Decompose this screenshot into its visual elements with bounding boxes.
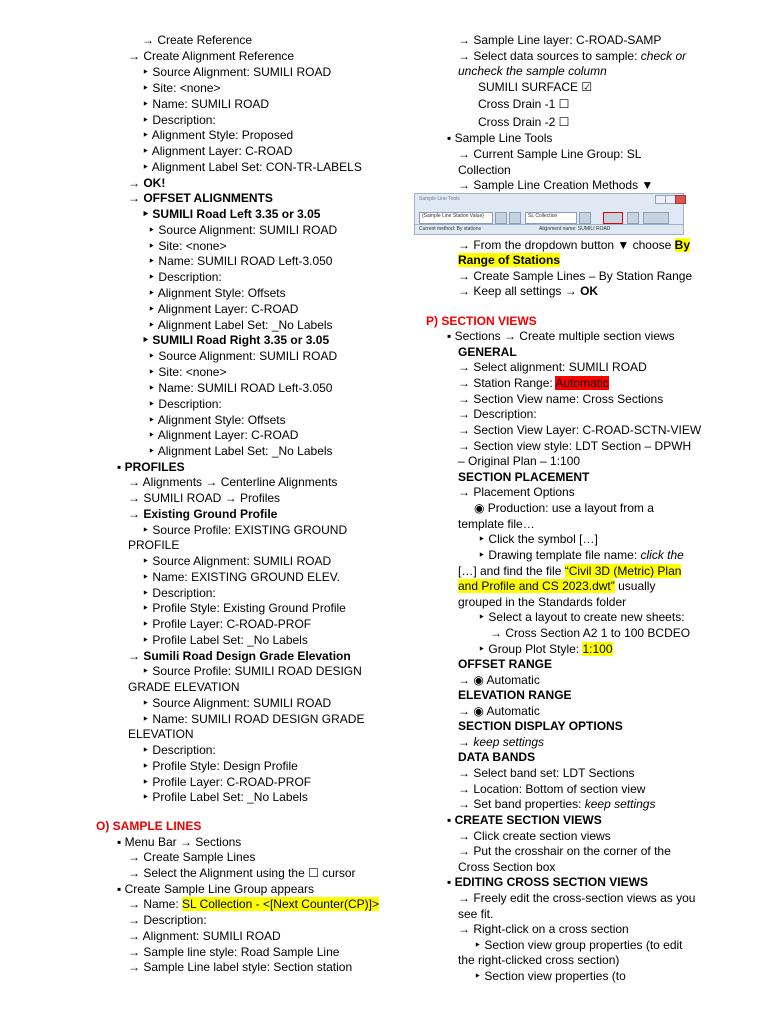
text-line (148, 223, 337, 238)
text-line (142, 333, 329, 348)
sample-line-group-dropdown[interactable]: SL Collection (525, 212, 577, 224)
text-line (458, 269, 692, 284)
line-text: → Alignment: SUMILI ROAD (128, 929, 281, 943)
text-line (128, 866, 356, 881)
line-text: ‣ Section view group properties (to edit (474, 938, 683, 952)
line-text: → Put the crosshair on the corner of the (458, 844, 671, 858)
text-line (142, 554, 331, 569)
text-line (128, 507, 277, 522)
text-line (458, 766, 635, 781)
text-line (148, 239, 226, 254)
line-text: Cross Drain -1 ☐ (478, 97, 570, 111)
select-icon[interactable] (627, 212, 639, 224)
line-text: → OK! (128, 176, 166, 190)
line-text: GRADE ELEVATION (128, 680, 240, 694)
text-line (458, 564, 681, 579)
line-text: → Sumili Road Design Grade Elevation (128, 649, 351, 663)
line-text: ‣ Description: (142, 743, 216, 757)
text-line (458, 844, 671, 859)
line-emphasis: OK (580, 284, 599, 298)
edit-icon[interactable] (643, 212, 669, 224)
line-emphasis: By (674, 238, 690, 252)
text-line (458, 953, 619, 968)
line-text: ‣ Profile Label Set: _No Labels (142, 790, 308, 804)
text-line (128, 850, 255, 865)
text-line (447, 813, 602, 828)
text-line (458, 470, 589, 485)
text-line (458, 178, 653, 193)
line-text: ▪ CREATE SECTION VIEWS (447, 813, 602, 827)
group-properties-icon[interactable] (579, 212, 591, 224)
text-line (128, 475, 337, 490)
line-text: ‣ Alignment Label Set: CON-TR-LABELS (142, 160, 362, 174)
creation-methods-dropdown-icon[interactable] (603, 212, 623, 224)
text-line (458, 829, 611, 844)
line-text: ‣ Description: (148, 270, 222, 284)
text-line (142, 160, 362, 175)
line-text: → From the dropdown button ▼ choose (458, 238, 675, 252)
line-text: OFFSET RANGE (458, 657, 553, 671)
search-icon[interactable] (509, 212, 521, 224)
line-text: template file… (458, 517, 535, 531)
line-text: → Location: Bottom of section view (458, 782, 646, 796)
line-text: → Select the Alignment using the ☐ cursor (128, 866, 356, 880)
line-emphasis: keep settings (584, 797, 656, 811)
text-line (148, 270, 222, 285)
text-line (148, 349, 337, 364)
line-text: – Original Plan – 1:100 (458, 454, 581, 468)
text-line (458, 64, 607, 79)
line-text: ‣ Source Alignment: SUMILI ROAD (148, 223, 338, 237)
line-text: DATA BANDS (458, 750, 536, 764)
line-text: ‣ Name: SUMILI ROAD Left-3.050 (148, 254, 333, 268)
text-line (128, 49, 294, 64)
text-line (142, 633, 308, 648)
text-line (148, 444, 333, 459)
line-text: → Section View name: Cross Sections (458, 392, 664, 406)
line-text: → Placement Options (458, 485, 575, 499)
line-text: ‣ Drawing template file name: (478, 548, 641, 562)
line-text: → Alignments → Centerline Alignments (128, 475, 338, 489)
text-line (128, 913, 207, 928)
line-text: ‣ Source Alignment: SUMILI ROAD (148, 349, 338, 363)
line-text: ‣ Source Alignment: SUMILI ROAD (142, 65, 332, 79)
line-text: ELEVATION RANGE (458, 688, 572, 702)
line-text: ‣ Click the symbol […] (478, 532, 598, 546)
line-emphasis: “Civil 3D (Metric) Plan (564, 564, 682, 578)
text-line (142, 759, 298, 774)
line-text: → Current Sample Line Group: SL (458, 147, 642, 161)
line-text: ‣ Site: <none> (148, 239, 227, 253)
line-text: → Section view style: LDT Section – DPWH (458, 439, 692, 453)
line-emphasis: keep settings (473, 735, 545, 749)
line-text: → Click create section views (458, 829, 611, 843)
line-text: O) SAMPLE LINES (96, 819, 202, 833)
line-text: ‣ Alignment Label Set: _No Labels (148, 318, 333, 332)
text-line (142, 523, 347, 538)
line-emphasis: check or (640, 49, 687, 63)
text-line (142, 775, 311, 790)
text-line (148, 413, 286, 428)
text-line (148, 397, 222, 412)
line-text: → Description: (458, 407, 537, 421)
text-line (142, 97, 269, 112)
line-text: grouped in the Standards folder (458, 595, 627, 609)
text-line (458, 439, 691, 454)
text-line (128, 680, 240, 695)
text-line (458, 454, 580, 469)
line-text: ‣ Site: <none> (148, 365, 227, 379)
line-text: → SUMILI ROAD → Profiles (128, 491, 281, 505)
line-text: ‣ Alignment Style: Proposed (142, 128, 294, 142)
line-text: ELEVATION (128, 727, 194, 741)
line-text: ‣ Source Alignment: SUMILI ROAD (142, 696, 332, 710)
line-text: ‣ Alignment Label Set: _No Labels (148, 444, 333, 458)
text-line (117, 882, 314, 897)
line-text: Cross Section box (458, 860, 556, 874)
text-line (490, 626, 690, 641)
text-line (458, 376, 609, 391)
line-text: ‣ Name: SUMILI ROAD Left-3.050 (148, 381, 333, 395)
text-line (117, 835, 241, 850)
line-text: the right-clicked cross section) (458, 953, 620, 967)
line-text: ▪ PROFILES (117, 460, 185, 474)
line-text: → Select data sources to sample: (458, 49, 641, 63)
line-emphasis: Automatic (555, 376, 609, 390)
text-line (148, 365, 226, 380)
line-text: → Cross Section A2 1 to 100 BCDEO (490, 626, 691, 640)
line-text: → Name: (128, 897, 183, 911)
line-text: ▪ Menu Bar → Sections (117, 835, 242, 849)
text-line (142, 113, 216, 128)
line-text: ‣ Group Plot Style: (478, 642, 583, 656)
text-line (478, 610, 685, 625)
text-line (128, 491, 280, 506)
text-line (458, 673, 540, 688)
text-line (458, 860, 555, 875)
line-text: → Sample Line layer: C-ROAD-SAMP (458, 33, 662, 47)
line-text: ‣ Section view properties (to (474, 969, 626, 983)
line-text: ▪ EDITING CROSS SECTION VIEWS (447, 875, 648, 889)
text-line (458, 719, 623, 734)
text-line (458, 392, 663, 407)
station-value-dropdown[interactable]: {Sample Line Station Value} (419, 212, 493, 224)
line-text: SECTION DISPLAY OPTIONS (458, 719, 623, 733)
line-text: GENERAL (458, 345, 517, 359)
line-tail: usually (614, 579, 656, 593)
text-line (142, 144, 292, 159)
line-text: ‣ SUMILI Road Right 3.35 or 3.05 (142, 333, 330, 347)
text-line (447, 329, 675, 344)
line-emphasis: SL Collection - <[Next Counter(CP)]> (182, 897, 379, 911)
line-text: ‣ Alignment Style: Offsets (148, 413, 286, 427)
line-text: ‣ Description: (148, 397, 222, 411)
text-line (128, 960, 352, 975)
text-line (458, 657, 552, 672)
text-line (458, 147, 641, 162)
text-line (142, 81, 220, 96)
line-text: ‣ Source Profile: EXISTING GROUND (142, 523, 348, 537)
text-line (458, 253, 560, 268)
line-text: → Section View Layer: C-ROAD-SCTN-VIEW (458, 423, 702, 437)
line-text: → Select alignment: SUMILI ROAD (458, 360, 647, 374)
text-line (458, 49, 686, 64)
text-line (117, 460, 185, 475)
text-line (148, 254, 332, 269)
line-text: uncheck the sample column (458, 64, 607, 78)
line-text: → Create Reference (142, 33, 253, 47)
text-line (458, 797, 655, 812)
text-line (478, 548, 684, 563)
text-line (458, 907, 493, 922)
line-text: Cross Drain -2 ☐ (478, 115, 570, 129)
text-line (458, 579, 655, 594)
text-line (458, 595, 626, 610)
text-line (458, 517, 535, 532)
line-text: ‣ Alignment Layer: C-ROAD (142, 144, 293, 158)
text-line (148, 302, 298, 317)
text-line (458, 163, 511, 178)
line-emphasis: Range of Stations (458, 253, 561, 267)
line-text: ‣ Profile Style: Existing Ground Profile (142, 601, 346, 615)
line-text: ◉ Production: use a layout from a (474, 501, 654, 515)
line-text: ‣ Select a layout to create new sheets: (478, 610, 685, 624)
line-text: ‣ Description: (142, 586, 216, 600)
line-text: see fit. (458, 907, 494, 921)
text-line (142, 743, 216, 758)
text-line (128, 176, 165, 191)
text-line (447, 131, 552, 146)
line-text: → Create Sample Lines – By Station Range (458, 269, 693, 283)
text-line (458, 33, 661, 48)
text-line (458, 782, 645, 797)
line-text: ‣ Source Alignment: SUMILI ROAD (142, 554, 332, 568)
toolbar-separator (415, 224, 683, 225)
text-line (458, 485, 575, 500)
line-text: ‣ Name: SUMILI ROAD DESIGN GRADE (142, 712, 365, 726)
line-text: ‣ Name: SUMILI ROAD (142, 97, 270, 111)
line-text: → Set band properties: (458, 797, 585, 811)
line-text: ▪ Sections → Create multiple section views (447, 329, 675, 343)
line-text: → Keep all settings → (458, 284, 581, 298)
line-text: ‣ Source Profile: SUMILI ROAD DESIGN (142, 664, 362, 678)
line-text: ‣ Alignment Layer: C-ROAD (148, 428, 299, 442)
text-line (458, 407, 537, 422)
text-line (148, 286, 286, 301)
toolbar-status-alignment: Alignment name: SUMILI ROAD (539, 226, 611, 232)
text-line (474, 501, 654, 516)
text-line (458, 284, 598, 299)
text-line (142, 617, 311, 632)
text-line (96, 819, 201, 834)
line-text: SUMILI SURFACE ☑ (478, 80, 593, 94)
close-icon[interactable] (675, 195, 686, 204)
text-line (142, 601, 346, 616)
line-text: ▪ Sample Line Tools (447, 131, 553, 145)
sample-line-tools-toolbar (414, 193, 684, 235)
line-text: ▪ Create Sample Line Group appears (117, 882, 315, 896)
line-text: PROFILE (128, 538, 180, 552)
text-line (148, 428, 298, 443)
text-line (142, 790, 308, 805)
text-line (458, 750, 535, 765)
text-line (142, 128, 293, 143)
text-line (458, 891, 695, 906)
line-text: ‣ Alignment Style: Offsets (148, 286, 286, 300)
line-text: ‣ Alignment Layer: C-ROAD (148, 302, 299, 316)
pick-icon[interactable] (495, 212, 507, 224)
line-text: ‣ Name: EXISTING GROUND ELEV. (142, 570, 341, 584)
text-line (447, 875, 648, 890)
text-line (142, 65, 331, 80)
line-text: → ◉ Automatic (458, 673, 540, 687)
line-text: ‣ SUMILI Road Left 3.35 or 3.05 (142, 207, 321, 221)
line-emphasis: 1:100 (582, 642, 613, 656)
text-line (478, 115, 569, 130)
line-text: → OFFSET ALIGNMENTS (128, 191, 273, 205)
text-line (458, 704, 540, 719)
line-emphasis: click the (640, 548, 684, 562)
text-line (142, 712, 364, 727)
text-line (478, 532, 598, 547)
toolbar-title: Sample Line Tools (419, 196, 460, 202)
text-line (458, 922, 629, 937)
text-line (142, 696, 331, 711)
text-line (128, 929, 281, 944)
line-text: SECTION PLACEMENT (458, 470, 590, 484)
text-line (142, 33, 252, 48)
text-line (128, 945, 339, 960)
text-line (458, 735, 544, 750)
text-line (142, 207, 320, 222)
text-line (128, 191, 273, 206)
text-line (426, 314, 537, 329)
text-line (458, 423, 701, 438)
line-text: → Create Sample Lines (128, 850, 256, 864)
line-text: → Select band set: LDT Sections (458, 766, 635, 780)
text-line (128, 649, 351, 664)
text-line (128, 897, 379, 912)
text-line (458, 238, 690, 253)
line-text: → Sample line style: Road Sample Line (128, 945, 340, 959)
toolbar-status-method: Current method: By stations (419, 226, 481, 232)
line-text: → (458, 735, 474, 749)
line-text: → Sample Line Creation Methods ▼ (458, 178, 654, 192)
line-text: ‣ Profile Layer: C-ROAD-PROF (142, 775, 312, 789)
text-line (478, 642, 613, 657)
line-text: → ◉ Automatic (458, 704, 540, 718)
line-text: ‣ Site: <none> (142, 81, 221, 95)
line-text: […] and find the file (458, 564, 565, 578)
text-line (128, 538, 179, 553)
line-text: ‣ Profile Layer: C-ROAD-PROF (142, 617, 312, 631)
line-text: → Freely edit the cross-section views as you (458, 891, 696, 905)
text-line (458, 345, 517, 360)
text-line (478, 80, 592, 95)
text-line (458, 688, 572, 703)
line-text: P) SECTION VIEWS (426, 314, 537, 328)
line-text: → Existing Ground Profile (128, 507, 278, 521)
text-line (474, 938, 683, 953)
line-text: → Sample Line label style: Section station (128, 960, 353, 974)
text-line (148, 381, 332, 396)
text-line (142, 570, 340, 585)
text-line (142, 586, 216, 601)
line-text: → Right-click on a cross section (458, 922, 629, 936)
line-text: ‣ Profile Label Set: _No Labels (142, 633, 308, 647)
line-text: → Create Alignment Reference (128, 49, 295, 63)
line-text: → Station Range: (458, 376, 556, 390)
text-line (148, 318, 333, 333)
text-line (474, 969, 626, 984)
text-line (458, 360, 647, 375)
line-emphasis: and Profile and CS 2023.dwt” (458, 579, 615, 593)
line-text: ‣ Description: (142, 113, 216, 127)
text-line (142, 664, 362, 679)
text-line (128, 727, 194, 742)
line-text: Collection (458, 163, 511, 177)
text-line (478, 97, 569, 112)
line-text: ‣ Profile Style: Design Profile (142, 759, 298, 773)
line-text: → Description: (128, 913, 207, 927)
